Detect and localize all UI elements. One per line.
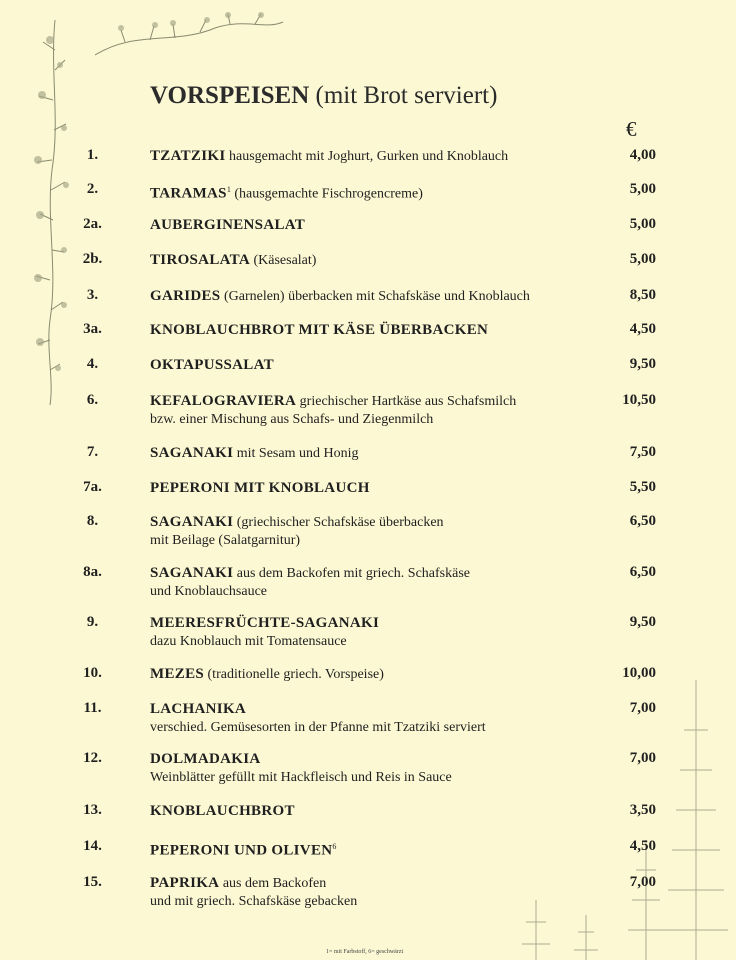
item-line-1 xyxy=(150,802,600,821)
item-price: 8,50 xyxy=(629,287,656,303)
item-name: TIROSALATA xyxy=(150,252,250,268)
currency-symbol: € xyxy=(626,117,637,141)
item-description xyxy=(150,287,600,306)
item-price: 10,50 xyxy=(622,392,656,408)
item-description xyxy=(150,147,600,166)
item-line-1 xyxy=(150,181,600,204)
item-detail: (Garnelen) überbacken mit Schafskäse und Knoblauch xyxy=(220,289,530,304)
item-description xyxy=(150,321,600,340)
item-detail-line-2: verschied. Gemüsesorten in der Pfanne mit Tzatziki serviert xyxy=(150,720,486,735)
item-description xyxy=(150,356,600,375)
footnote: 1= mit Farbstoff, 6= geschwärzt xyxy=(326,949,404,955)
item-name: PEPERONI MIT KNOBLAUCH xyxy=(150,480,370,496)
item-price: 7,00 xyxy=(629,700,656,716)
item-name: LACHANIKA xyxy=(150,701,247,717)
item-description xyxy=(150,750,600,787)
item-description xyxy=(150,444,600,463)
item-name: KEFALOGRAVIERA xyxy=(150,393,297,409)
item-price: 10,00 xyxy=(622,665,656,681)
item-number: 2a. xyxy=(83,216,102,232)
item-line-1 xyxy=(150,513,600,532)
item-description xyxy=(150,700,600,737)
item-price: 3,50 xyxy=(629,802,656,818)
item-price: 7,00 xyxy=(629,750,656,766)
item-detail: (griechischer Schafskäse überbacken xyxy=(233,515,444,530)
item-number: 3a. xyxy=(83,321,102,337)
item-name: PEPERONI UND OLIVEN xyxy=(150,842,333,859)
item-number: 11. xyxy=(83,700,102,716)
item-number: 2b. xyxy=(82,251,103,267)
item-name: PAPRIKA xyxy=(150,875,220,891)
item-number: 7a. xyxy=(83,479,102,495)
item-line-1 xyxy=(150,392,600,411)
item-number: 1. xyxy=(86,147,99,163)
item-number: 15. xyxy=(83,874,102,890)
item-price: 4,50 xyxy=(629,838,656,854)
item-line-1 xyxy=(150,750,600,769)
item-line-1 xyxy=(150,287,600,306)
item-description xyxy=(150,513,600,550)
item-name: MEERESFRÜCHTE-SAGANAKI xyxy=(150,615,380,631)
item-price: 5,00 xyxy=(629,181,656,197)
title-main: VORSPEISEN xyxy=(150,82,310,109)
item-footnote-marker: 1 xyxy=(226,185,231,194)
item-price: 5,50 xyxy=(629,479,656,495)
item-number: 2. xyxy=(86,181,99,197)
item-number: 8. xyxy=(86,513,99,529)
item-line-1 xyxy=(150,614,600,633)
item-number: 8a. xyxy=(83,564,102,580)
item-description xyxy=(150,251,600,270)
item-detail-line-2: und Knoblauchsauce xyxy=(150,584,268,599)
item-description xyxy=(150,181,600,204)
item-name: GARIDES xyxy=(150,288,221,304)
item-number: 12. xyxy=(83,750,102,766)
item-name: KNOBLAUCHBROT xyxy=(150,803,295,819)
item-detail: aus dem Backofen xyxy=(219,876,327,891)
item-number: 13. xyxy=(83,802,102,818)
item-detail: aus dem Backofen mit griech. Schafskäse xyxy=(233,566,471,581)
item-number: 10. xyxy=(83,665,102,681)
item-price: 6,50 xyxy=(629,564,656,580)
item-line-1 xyxy=(150,147,600,166)
item-description xyxy=(150,216,600,235)
item-detail: (Käsesalat) xyxy=(249,253,317,268)
item-number: 3. xyxy=(86,287,99,303)
item-number: 6. xyxy=(86,392,99,408)
floral-border-left-icon xyxy=(20,10,90,410)
item-line-1 xyxy=(150,479,600,498)
page-title xyxy=(150,82,497,110)
item-line-1 xyxy=(150,321,600,340)
item-name: MEZES xyxy=(150,666,205,682)
item-detail: (hausgemachte Fischrogencreme) xyxy=(230,186,423,202)
item-price: 4,00 xyxy=(629,147,656,163)
item-detail: (traditionelle griech. Vorspeise) xyxy=(204,667,384,682)
item-name: SAGANAKI xyxy=(150,514,234,530)
item-description xyxy=(150,874,600,911)
floral-top-icon xyxy=(95,10,285,60)
item-number: 14. xyxy=(83,838,102,854)
item-line-1 xyxy=(150,874,600,893)
item-number: 4. xyxy=(86,356,99,372)
item-price: 7,50 xyxy=(629,444,656,460)
item-line-1 xyxy=(150,356,600,375)
item-detail-line-2: bzw. einer Mischung aus Schafs- und Ziegenmilch xyxy=(150,412,434,427)
item-detail: mit Sesam und Honig xyxy=(233,446,359,461)
item-line-1 xyxy=(150,838,600,861)
item-price: 7,00 xyxy=(629,874,656,890)
item-price: 9,50 xyxy=(629,614,656,630)
item-description xyxy=(150,392,600,429)
item-line-1 xyxy=(150,665,600,684)
item-name: TZATZIKI xyxy=(150,148,226,164)
item-price: 4,50 xyxy=(629,321,656,337)
item-footnote-marker: 6 xyxy=(332,842,337,851)
item-detail-line-2: Weinblätter gefüllt mit Hackfleisch und Reis in Sauce xyxy=(150,770,452,785)
item-detail-line-2: dazu Knoblauch mit Tomatensauce xyxy=(150,634,347,649)
item-number: 7. xyxy=(86,444,99,460)
item-line-1 xyxy=(150,216,600,235)
item-number: 9. xyxy=(86,614,99,630)
item-price: 5,00 xyxy=(629,216,656,232)
item-detail: griechischer Hartkäse aus Schafsmilch xyxy=(296,394,517,409)
item-description xyxy=(150,838,600,861)
item-name: TARAMAS xyxy=(150,185,227,202)
item-description xyxy=(150,802,600,821)
item-price: 5,00 xyxy=(629,251,656,267)
item-name: SAGANAKI xyxy=(150,565,234,581)
item-name: AUBERGINENSALAT xyxy=(150,217,306,233)
item-description xyxy=(150,614,600,651)
item-description xyxy=(150,479,600,498)
item-name: KNOBLAUCHBROT MIT KÄSE ÜBERBACKEN xyxy=(150,322,489,338)
item-line-1 xyxy=(150,700,600,719)
item-detail: hausgemacht mit Joghurt, Gurken und Knoblauch xyxy=(225,149,509,164)
item-name: DOLMADAKIA xyxy=(150,751,261,767)
item-detail-line-2: mit Beilage (Salatgarnitur) xyxy=(150,533,301,548)
item-line-1 xyxy=(150,564,600,583)
item-price: 9,50 xyxy=(629,356,656,372)
item-price: 6,50 xyxy=(629,513,656,529)
item-detail-line-2: und mit griech. Schafskäse gebacken xyxy=(150,894,358,909)
item-description xyxy=(150,665,600,684)
item-description xyxy=(150,564,600,601)
item-line-1 xyxy=(150,444,600,463)
item-name: OKTAPUSSALAT xyxy=(150,357,274,373)
title-sub: (mit Brot serviert) xyxy=(315,82,498,109)
item-line-1 xyxy=(150,251,600,270)
item-name: SAGANAKI xyxy=(150,445,234,461)
